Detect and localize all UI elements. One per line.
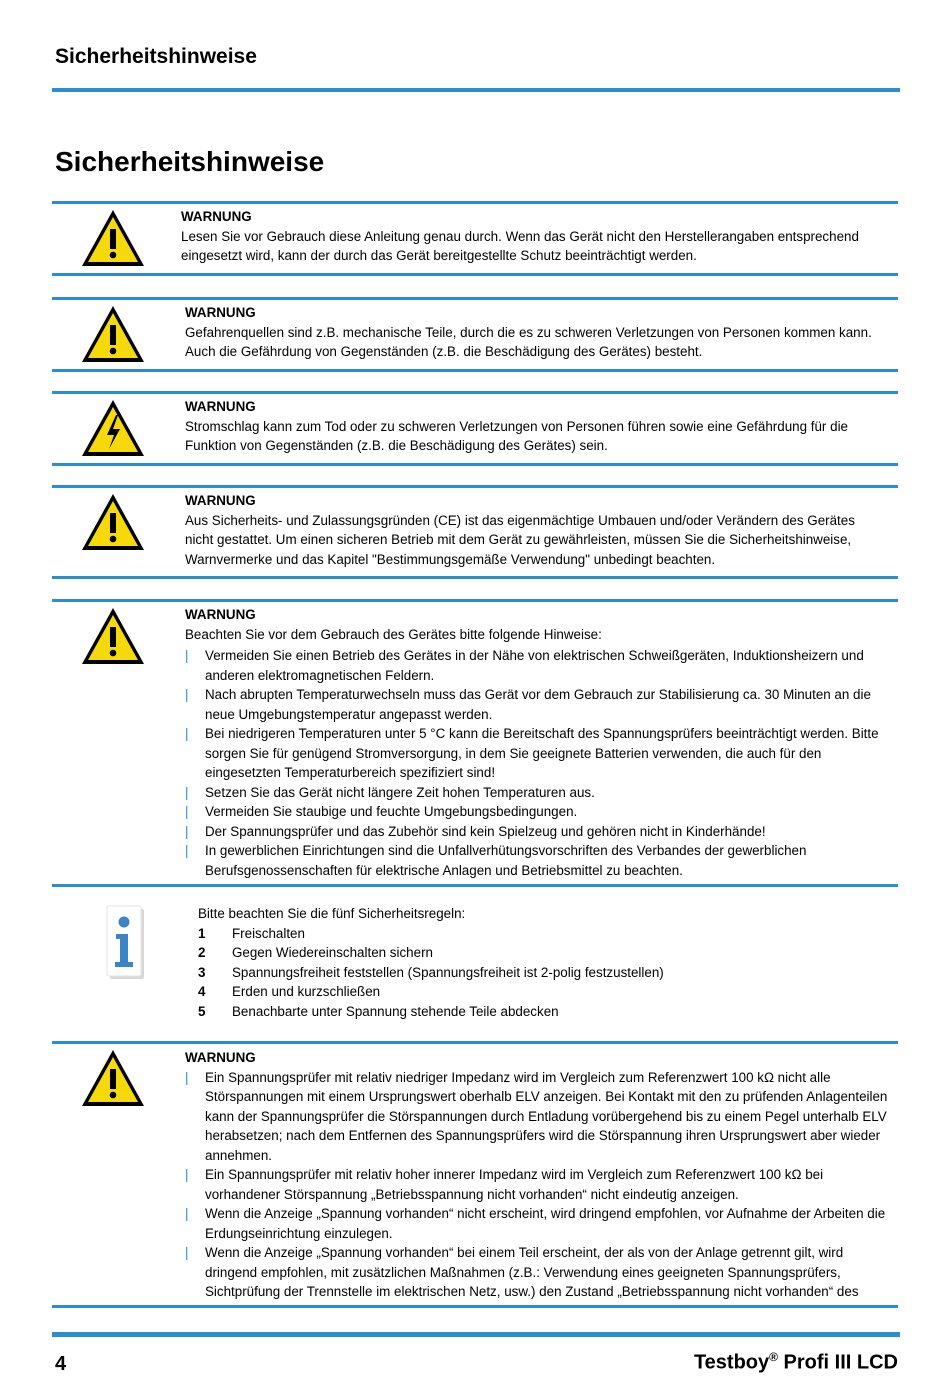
box-rule-bottom <box>52 884 898 887</box>
bullet-mark: | <box>185 804 189 819</box>
bullet-mark: | <box>185 1069 189 1085</box>
warning-label: WARNUNG <box>185 493 256 508</box>
warning-exclamation-icon <box>80 1047 146 1109</box>
box-rule-bottom <box>52 273 898 276</box>
box-rule-top <box>52 485 898 488</box>
warning-block-5 <box>185 605 895 880</box>
warning-block-1 <box>181 207 881 266</box>
warning-electric-shock-icon <box>80 397 146 459</box>
list-item: | Wenn die Anzeige „Spannung vorhanden“ bei einem Teil erscheint, der als von der Anlage getrennt gilt, wird dringend empfohlen, mit zusätzlichen Maßnahmen (z.B.: Verwendung eines geeigneten Spannungsprüfers, Sichtprüfung der Trennstelle im elektrischen Netz, usw.) den Zustand „Betriebsspannung nicht vorhanden“ des <box>185 1245 859 1299</box>
box-rule-bottom <box>52 369 898 372</box>
list-item: | In gewerblichen Einrichtungen sind die Unfallverhütungsvorschriften des Verbandes der gewerblichen Berufsgenossenschaften für elektrische Anlagen und Betriebsmittel zu beachten. <box>185 843 807 878</box>
footer-rule <box>52 1332 900 1337</box>
box-rule-bottom <box>52 463 898 466</box>
warning-label: WARNUNG <box>181 209 252 224</box>
safety-rules <box>198 904 888 1021</box>
list-item: 4 Erden und kurzschließen <box>198 984 381 999</box>
list-item: | Bei niedrigeren Temperaturen unter 5 °C kann die Bereitschaft des Spannungsprüfers beeinträchtigt werden. Bitte sorgen Sie für genügend Stromversorgung, in dem Sie geeignete Batterien verwenden, die auch für den eingesetzten Temperaturbereich spezifiziert sind! <box>185 726 879 780</box>
box-rule-top <box>52 201 898 204</box>
list-item: | Der Spannungsprüfer und das Zubehör sind kein Spielzeug und gehören nicht in Kinderhände! <box>185 822 895 842</box>
page-number: 4 <box>55 1353 67 1375</box>
box-rule-top <box>52 1041 898 1044</box>
list-item: | Vermeiden Sie einen Betrieb des Gerätes in der Nähe von elektrischen Schweißgeräten, Induktionsheizern und anderen elektromagnetischen Feldern. <box>185 648 864 683</box>
warning-text: Gefahrenquellen sind z.B. mechanische Teile, durch die es zu schweren Verletzungen von Personen kommen kann. Auch die Gefährdung von Gegenständen (z.B. die Beschädigung des Gerätes) besteht. <box>185 324 872 359</box>
warning-block-2 <box>185 303 875 362</box>
bullet-mark: | <box>185 1206 189 1221</box>
list-item: | Vermeiden Sie staubige und feuchte Umgebungsbedingungen. <box>185 802 895 822</box>
info-icon <box>106 905 146 981</box>
box-rule-top <box>52 599 898 602</box>
warning-exclamation-icon <box>80 207 146 269</box>
warning-exclamation-icon <box>80 605 146 667</box>
list-item: | Ein Spannungsprüfer mit relativ hoher innerer Impedanz wird im Vergleich zum Referenzwert 100 kΩ bei vorhandener Störspannung „Betriebsspannung nicht vorhanden“ nicht eindeutig anzeigen. <box>185 1167 824 1202</box>
warning-label: WARNUNG <box>185 305 256 320</box>
list-item: | Nach abrupten Temperaturwechseln muss das Gerät vor dem Gebrauch zur Stabilisierung ca. 30 Minuten an die neue Umgebungstemperatur angepasst werden. <box>185 687 871 722</box>
header-rule <box>52 88 900 92</box>
box-rule-top <box>52 297 898 300</box>
warning-exclamation-icon <box>80 303 146 365</box>
list-item: 3 Spannungsfreiheit feststellen (Spannungsfreiheit ist 2-polig festzustellen) <box>198 964 664 980</box>
bullet-mark: | <box>185 1245 189 1260</box>
warning-intro: Beachten Sie vor dem Gebrauch des Gerätes bitte folgende Hinweise: <box>185 626 602 642</box>
warning-text: Stromschlag kann zum Tod oder zu schweren Verletzungen von Personen führen sowie eine Gefährdung für die Funktion von Gegenständen (z.B. die Beschädigung des Gerätes) sein. <box>185 418 848 453</box>
bullet-mark: | <box>185 687 189 702</box>
bullet-mark: | <box>185 823 189 839</box>
warning-label: WARNUNG <box>185 1050 256 1065</box>
list-item: | Ein Spannungsprüfer mit relativ niedriger Impedanz wird im Vergleich zum Referenzwert 100 kΩ nicht alle Störspannungen mit einem Ursprungswert oberhalb ELV anzeigen. Bei Kontakt mit den zu prüfenden Anlagenteilen kann der Spannungsprüfer die Störspannungen durch Entladung vorübergehend bis zu einem Pegel unterhalb ELV herabsetzen; nach dem Entfernen des Spannungsprüfers wird die Störspannung ihren Ursprungswert aber wieder annehmen. <box>185 1069 888 1163</box>
safety-rules-intro: Bitte beachten Sie die fünf Sicherheitsregeln: <box>198 906 466 921</box>
list-item: 5 Benachbarte unter Spannung stehende Teile abdecken <box>198 1003 559 1019</box>
warning-text: Lesen Sie vor Gebrauch diese Anleitung genau durch. Wenn das Gerät nicht den Herstellerangaben entsprechend eingesetzt wird, kann der durch das Gerät bereitgestellte Schutz beeinträchtigt werden. <box>181 228 859 263</box>
warning-exclamation-icon <box>80 491 146 553</box>
page-title: Sicherheitshinweise <box>55 146 325 177</box>
warning-label: WARNUNG <box>185 399 256 414</box>
warning-block-3 <box>185 397 885 456</box>
box-rule-bottom <box>52 1305 898 1308</box>
list-item: 1 Freischalten <box>198 925 305 941</box>
bullet-mark: | <box>185 843 189 858</box>
warning-block-6 <box>185 1048 890 1302</box>
list-item: | Setzen Sie das Gerät nicht längere Zeit hohen Temperaturen aus. <box>185 783 895 803</box>
warning-block-4 <box>185 491 885 569</box>
bullet-mark: | <box>185 1167 189 1182</box>
bullet-mark: | <box>185 784 189 800</box>
product-name: Testboy® Profi III LCD <box>693 1350 898 1374</box>
bullet-mark: | <box>185 648 189 663</box>
list-item: | Wenn die Anzeige „Spannung vorhanden“ nicht erscheint, wird dringend empfohlen, vor Aufnahme der Arbeiten die Erdungseinrichtung einzulegen. <box>185 1206 886 1241</box>
running-header: Sicherheitshinweise <box>55 45 257 68</box>
list-item: 2 Gegen Wiedereinschalten sichern <box>198 945 433 960</box>
warning-text: Aus Sicherheits- und Zulassungsgründen (CE) ist das eigenmächtige Umbauen und/oder Verändern des Gerätes nicht gestattet. Um einen sicheren Betrieb mit dem Gerät zu gewährleisten, müssen Sie die Sicherheitshinweise, Warnvermerke und das Kapitel "Bestimmungsgemäße Verwendung" unbedingt beachten. <box>185 512 855 567</box>
box-rule-top <box>52 391 898 394</box>
bullet-mark: | <box>185 726 189 741</box>
box-rule-bottom <box>52 576 898 579</box>
warning-label: WARNUNG <box>185 607 256 622</box>
